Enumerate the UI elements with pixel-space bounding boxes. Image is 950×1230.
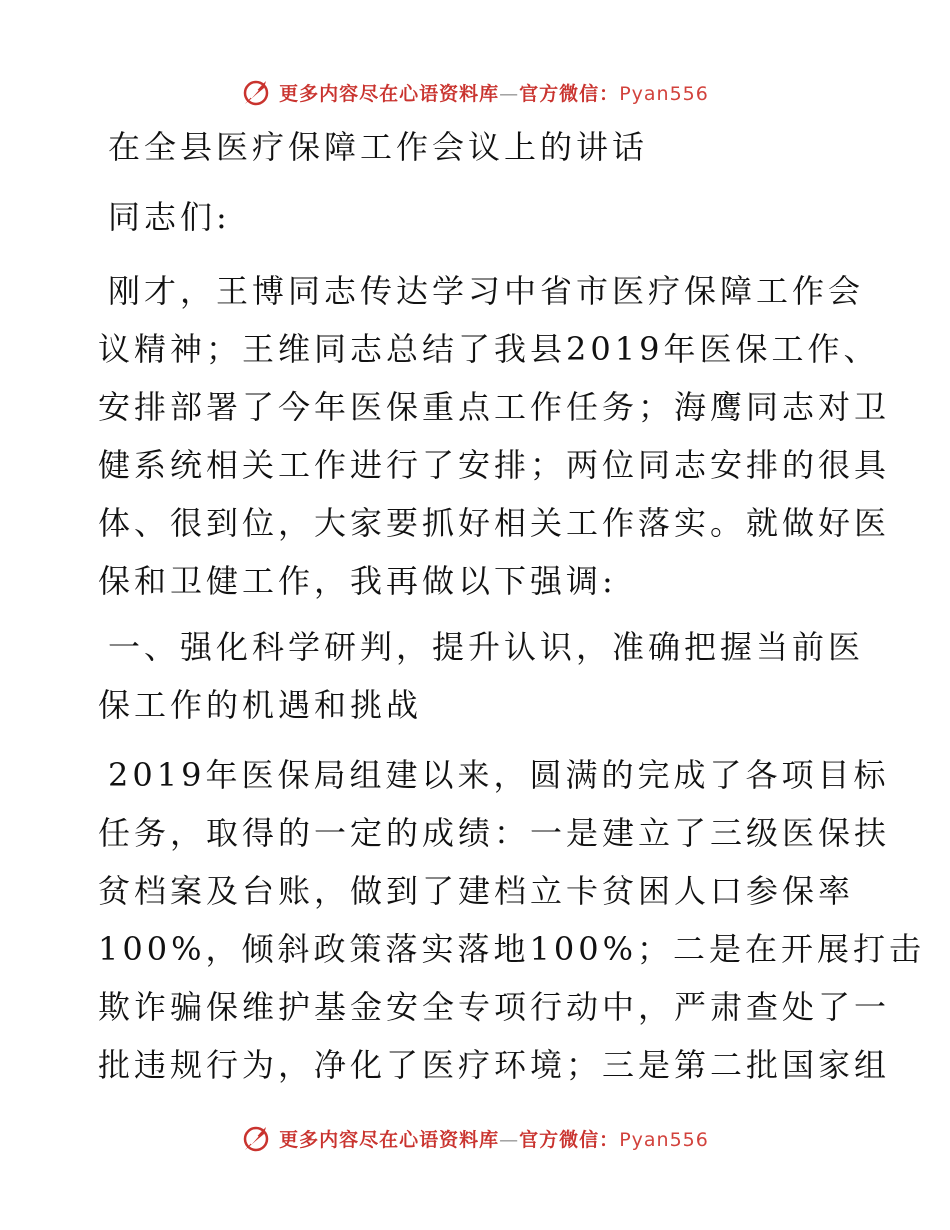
header-banner-main: 更多内容尽在心语资料库	[279, 82, 500, 105]
paragraph-line: 任务，取得的一定的成绩：一是建立了三级医保扶	[98, 814, 891, 852]
paragraph-line: 贫档案及台账，做到了建档立卡贫困人口参保率	[98, 872, 855, 910]
paragraph-line: 100%，倾斜政策落实落地100%；二是在开展打击	[98, 930, 925, 968]
paragraph-2	[98, 746, 925, 1094]
header-banner-label: 官方微信：	[519, 82, 620, 105]
paragraph-line: 刚才，王博同志传达学习中省市医疗保障工作会	[108, 272, 865, 310]
paragraph-line: 批违规行为，净化了医疗环境；三是第二批国家组	[98, 1046, 891, 1084]
footer-banner-text	[279, 1125, 709, 1152]
header-banner-account-id: Pyan556	[619, 82, 709, 105]
paragraph-1	[98, 262, 891, 610]
footer-banner-label: 官方微信：	[519, 1128, 620, 1151]
header-banner-text	[279, 79, 709, 106]
paragraph-line: 体、很到位，大家要抓好相关工作落实。就做好医	[98, 504, 891, 542]
heading-line: 一、强化科学研判，提升认识，准确把握当前医	[108, 628, 865, 666]
header-banner-separator: —	[499, 82, 520, 105]
salutation: 同志们:	[108, 198, 231, 236]
document-body	[98, 118, 925, 1094]
paragraph-line: 保和卫健工作，我再做以下强调:	[98, 562, 617, 600]
document-title: 在全县医疗保障工作会议上的讲话	[108, 128, 649, 166]
paragraph-line: 2019年医保局组建以来，圆满的完成了各项目标	[108, 756, 890, 794]
footer-banner-main: 更多内容尽在心语资料库	[279, 1128, 500, 1151]
quill-logo-icon	[241, 1123, 271, 1153]
footer-banner-separator: —	[499, 1128, 520, 1151]
paragraph-line: 安排部署了今年医保重点工作任务；海鹰同志对卫	[98, 388, 891, 426]
heading-line: 保工作的机遇和挑战	[98, 686, 423, 724]
paragraph-line: 欺诈骗保维护基金安全专项行动中，严肃查处了一	[98, 988, 891, 1026]
footer-banner-account-id: Pyan556	[619, 1128, 709, 1151]
paragraph-line: 议精神；王维同志总结了我县2019年医保工作、	[98, 330, 880, 368]
paragraph-line: 健系统相关工作进行了安排；两位同志安排的很具	[98, 446, 891, 484]
quill-logo-icon	[241, 77, 271, 107]
header-watermark-banner	[0, 72, 950, 112]
footer-watermark-banner	[0, 1118, 950, 1158]
section-1-heading	[98, 618, 865, 734]
